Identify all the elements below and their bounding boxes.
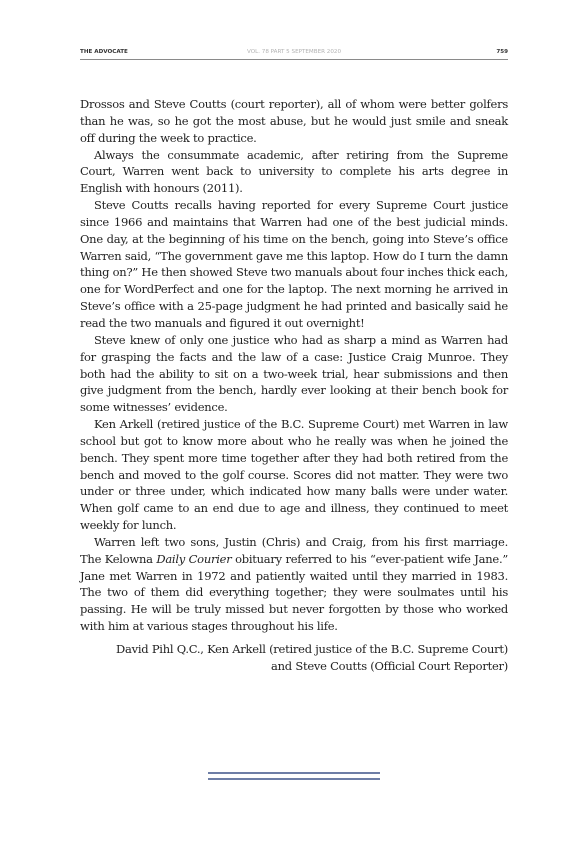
footer-rule-bottom [208,778,380,780]
paragraph-family [80,534,508,635]
volume-info: VOL. 78 PART 5 SEPTEMBER 2020 [246,49,342,55]
signature-block [80,641,508,675]
paragraph-golf: Ken Arkell (retired justice of the B.C. Supreme Court) met Warren in law school but got to know more about who he really was when he joined the bench. They spent more time together after they had both retired from the bench and moved to the golf course. Scores did not matter. They were two under or three under, which indicated how many balls were under water. When golf came to an end due to age and illness, they continued to meet weekly for lunch. [80,417,508,533]
family-text-after: obituary referred to his “ever-patient wife Jane.” Jane met Warren in 1972 and patiently waited until they married in 1983. The two of them did everything together; they were soulmates until his passing. He will be truly missed but never forgotten by those who worked with him at various stages throughout his life. [80,551,508,634]
signature-line-1: David Pihl Q.C., Ken Arkell (retired justice of the B.C. Supreme Court) [116,642,508,656]
newspaper-title: Daily Courier [156,551,232,566]
paragraph-laptop-anecdote: Steve Coutts recalls having reported for every Supreme Court justice since 1966 and maintains that Warren had one of the best judicial minds. One day, at the beginning of his time on the bench, going into Steve’s office Warren said, “The government gave me this laptop. How do I turn the damn thing on?” He then showed Steve two manuals about four inches thick each, one for WordPerfect and one for the laptop. The next morning he arrived in Steve’s office with a 25-page judgment he had printed and basically said he read the two manuals and figured it out overnight! [80,198,508,330]
publication-name: THE ADVOCATE [80,49,128,55]
paragraph-academic: Always the consummate academic, after retiring from the Supreme Court, Warren went back to university to complete his arts degree in English with honours (2011). [80,147,508,196]
running-header [80,48,508,60]
family-text-before: Warren left two sons, Justin (Chris) and Craig, from his first marriage. The Kelowna [80,534,508,566]
page-number: 759 [496,49,508,55]
footer-rule-top [208,772,380,774]
paragraph-sharp-mind: Steve knew of only one justice who had as sharp a mind as Warren had for grasping the facts and the law of a case: Justice Craig Munroe. They both had the ability to sit on a two-week trial, hear submissions and then give judgment from the bench, hardly ever looking at their bench book for some witnesses’ evidence. [80,332,508,415]
article-body [80,96,508,675]
paragraph-continuation: Drossos and Steve Coutts (court reporter), all of whom were better golfers than he was, so he got the most abuse, but he would just smile and sneak off during the week to practice. [80,97,508,145]
signature-line-2: and Steve Coutts (Official Court Reporter) [271,658,508,673]
